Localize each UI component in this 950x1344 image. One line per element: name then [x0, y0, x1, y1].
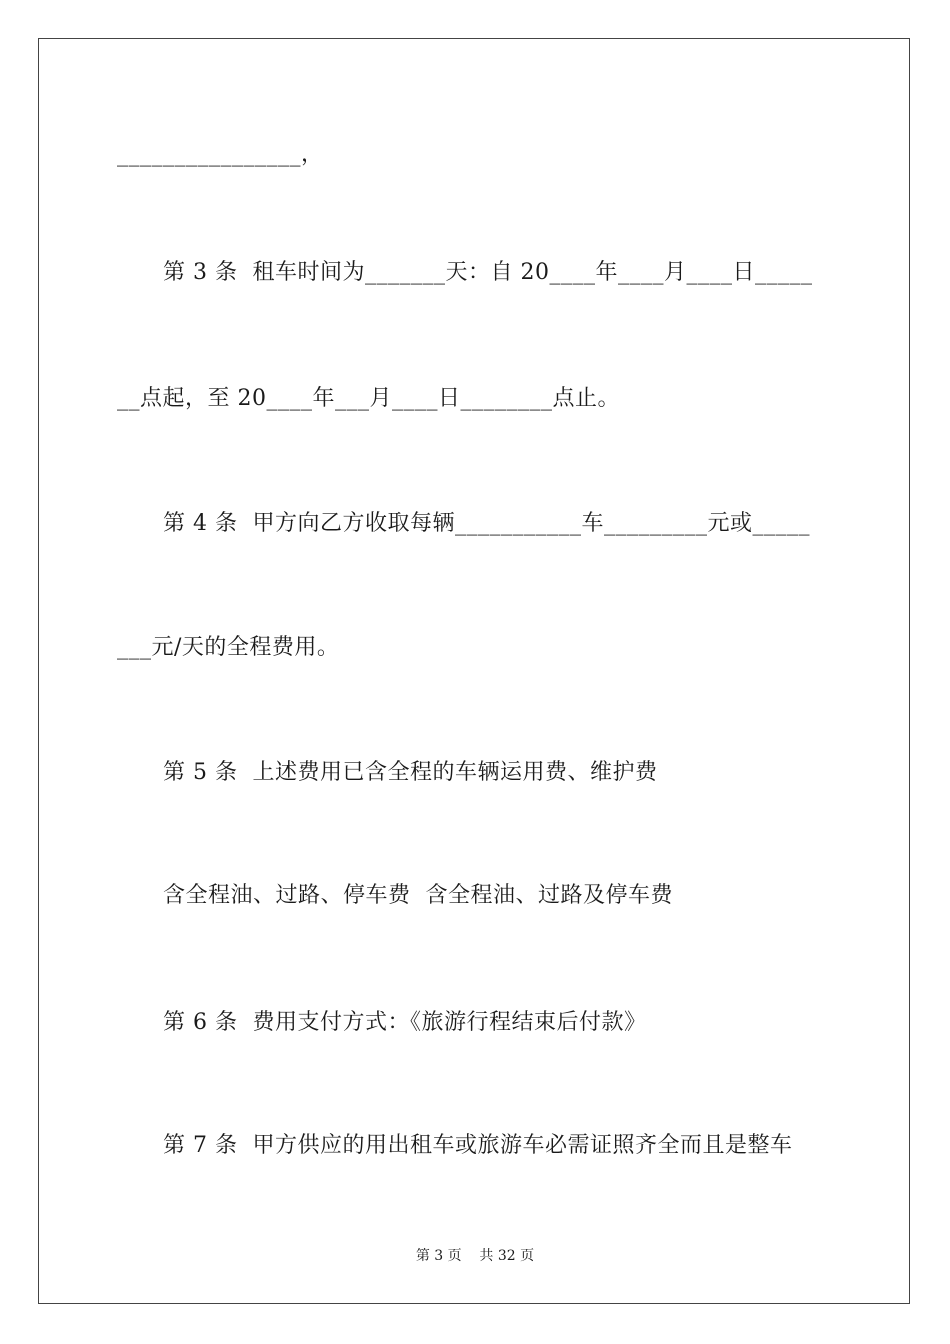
article-3-line-1: 第 3 条 租车时间为_______天：自 20____年____月____日_____: [163, 260, 813, 285]
article-3-line-2: __点起，至 20____年___月____日________点止。: [117, 386, 620, 411]
article-7-line-1: 第 7 条 甲方供应的用出租车或旅游车必需证照齐全而且是整车: [163, 1133, 793, 1158]
article-4-line-2: ___元/天的全程费用。: [117, 635, 340, 660]
page-border: [38, 38, 910, 1304]
article-6-line: 第 6 条 费用支付方式：《旅游行程结束后付款》: [163, 1010, 647, 1035]
article-5-line-1: 第 5 条 上述费用已含全程的车辆运用费、维护费: [163, 760, 658, 785]
page-number-footer: 第 3 页 共 32 页: [415, 1248, 535, 1264]
article-5-line-2: 含全程油、过路、停车费 含全程油、过路及停车费: [163, 883, 673, 908]
article-4-line-1: 第 4 条 甲方向乙方收取每辆___________车_________元或_____: [163, 511, 810, 536]
text-line-1: ________________，: [117, 142, 324, 167]
